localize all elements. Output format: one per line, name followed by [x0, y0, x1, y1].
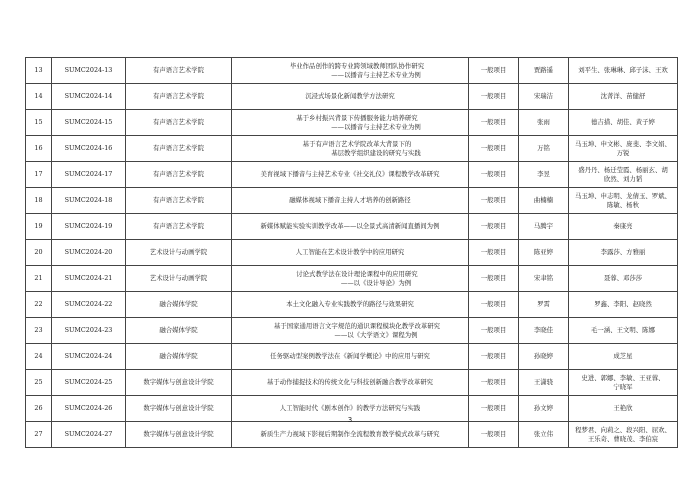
- project-type-cell: 一般项目: [469, 422, 519, 448]
- leader-cell: 马腾宇: [519, 214, 569, 240]
- row-number-cell: 15: [26, 110, 52, 136]
- leader-cell: 李昱: [519, 162, 569, 188]
- row-number-cell: 13: [26, 58, 52, 84]
- page-number: 3: [347, 416, 353, 424]
- college-cell: 有声语言艺术学院: [126, 162, 232, 188]
- project-code-cell: SUMC2024-13: [52, 58, 126, 84]
- table-row: [26, 240, 678, 266]
- leader-cell: 万铭: [519, 136, 569, 162]
- table-row: [26, 318, 678, 344]
- project-title-cell: 任务驱动型案例教学法在《新闻学概论》中的应用与研究: [232, 344, 469, 370]
- college-cell: 有声语言艺术学院: [126, 188, 232, 214]
- row-number-cell: 17: [26, 162, 52, 188]
- leader-cell: 曲楠楠: [519, 188, 569, 214]
- project-code-cell: SUMC2024-27: [52, 422, 126, 448]
- project-type-cell: 一般项目: [469, 214, 519, 240]
- members-cell: 史进、郭娜、李敏、王亚蓉、 宁晓军: [569, 370, 678, 396]
- leader-cell: 罗霄: [519, 292, 569, 318]
- college-cell: 融合媒体学院: [126, 344, 232, 370]
- project-code-cell: SUMC2024-19: [52, 214, 126, 240]
- project-title-cell: 新质生产力视域下影视后期制作全流程教育教学模式改革与研究: [232, 422, 469, 448]
- members-cell: 成芝星: [569, 344, 678, 370]
- row-number-cell: 26: [26, 396, 52, 422]
- project-type-cell: 一般项目: [469, 292, 519, 318]
- leader-cell: 宋聿铭: [519, 266, 569, 292]
- table-row: [26, 110, 678, 136]
- members-cell: 王艳欣: [569, 396, 678, 422]
- table-row: [26, 58, 678, 84]
- project-type-cell: 一般项目: [469, 110, 519, 136]
- project-type-cell: 一般项目: [469, 84, 519, 110]
- project-table: [25, 57, 678, 448]
- project-code-cell: SUMC2024-17: [52, 162, 126, 188]
- leader-cell: 宋瑞洁: [519, 84, 569, 110]
- leader-cell: 张立伟: [519, 422, 569, 448]
- project-type-cell: 一般项目: [469, 240, 519, 266]
- project-type-cell: 一般项目: [469, 396, 519, 422]
- project-title-cell: 毕业作品创作的跨专业跨领域教师团队协作研究 ——以播音与主持艺术专业为例: [232, 58, 469, 84]
- project-code-cell: SUMC2024-21: [52, 266, 126, 292]
- project-type-cell: 一般项目: [469, 136, 519, 162]
- table-row: [26, 188, 678, 214]
- project-type-cell: 一般项目: [469, 188, 519, 214]
- project-title-cell: 本土文化融入专业实践教学的路径与效果研究: [232, 292, 469, 318]
- row-number-cell: 27: [26, 422, 52, 448]
- leader-cell: 贾路遥: [519, 58, 569, 84]
- members-cell: 马玉坤、申文彬、庞斐、李文娟、 万锐: [569, 136, 678, 162]
- project-code-cell: SUMC2024-23: [52, 318, 126, 344]
- table-row: [26, 136, 678, 162]
- members-cell: 毛一涵、王文明、陈娜: [569, 318, 678, 344]
- table-row: [26, 292, 678, 318]
- project-title-cell: 人工智能在艺术设计教学中的应用研究: [232, 240, 469, 266]
- project-code-cell: SUMC2024-22: [52, 292, 126, 318]
- row-number-cell: 18: [26, 188, 52, 214]
- college-cell: 艺术设计与动画学院: [126, 240, 232, 266]
- table-row: [26, 84, 678, 110]
- college-cell: 有声语言艺术学院: [126, 110, 232, 136]
- project-title-cell: 讨论式教学法在设计理论课程中的应用研究 ——以《设计导论》为例: [232, 266, 469, 292]
- table-row: [26, 422, 678, 448]
- table-row: [26, 370, 678, 396]
- members-cell: 聂蓉、邓莎莎: [569, 266, 678, 292]
- members-cell: 沈菁洋、苗健舒: [569, 84, 678, 110]
- project-title-cell: 基于国家通用语言文字规范的通识课程模块化教学改革研究 ——以《大学语文》课程为例: [232, 318, 469, 344]
- project-title-cell: 新媒体赋能实验实训教学改革——以全景式高清新闻直播间为例: [232, 214, 469, 240]
- leader-cell: 孙文婷: [519, 396, 569, 422]
- row-number-cell: 19: [26, 214, 52, 240]
- row-number-cell: 16: [26, 136, 52, 162]
- table-row: [26, 344, 678, 370]
- project-code-cell: SUMC2024-18: [52, 188, 126, 214]
- leader-cell: 李晓佳: [519, 318, 569, 344]
- project-title-cell: 基于有声语言艺术学院改革大背景下的 基层教学组织建设的研究与实践: [232, 136, 469, 162]
- project-type-cell: 一般项目: [469, 318, 519, 344]
- members-cell: 德吉措、胡佳、黄子婷: [569, 110, 678, 136]
- project-type-cell: 一般项目: [469, 344, 519, 370]
- college-cell: 有声语言艺术学院: [126, 58, 232, 84]
- project-title-cell: 美育视域下播音与主持艺术专业《社交礼仪》课程教学改革研究: [232, 162, 469, 188]
- row-number-cell: 23: [26, 318, 52, 344]
- row-number-cell: 14: [26, 84, 52, 110]
- table-row: [26, 162, 678, 188]
- college-cell: 融合媒体学院: [126, 292, 232, 318]
- row-number-cell: 20: [26, 240, 52, 266]
- college-cell: 有声语言艺术学院: [126, 84, 232, 110]
- table-row: [26, 266, 678, 292]
- college-cell: 数字媒体与创意设计学院: [126, 370, 232, 396]
- project-type-cell: 一般项目: [469, 266, 519, 292]
- college-cell: 数字媒体与创意设计学院: [126, 396, 232, 422]
- project-title-cell: 人工智能时代《剧本创作》的教学方法研究与实践: [232, 396, 469, 422]
- members-cell: 马玉坤、申志明、龙倩玉、罗斌、 陈敏、杨秋: [569, 188, 678, 214]
- leader-cell: 张雨: [519, 110, 569, 136]
- project-title-cell: 融媒体视域下播音主持人才培养的创新路径: [232, 188, 469, 214]
- project-code-cell: SUMC2024-26: [52, 396, 126, 422]
- project-type-cell: 一般项目: [469, 370, 519, 396]
- project-title-cell: 基于动作捕捉技术的传统文化与科技创新融合教学改革研究: [232, 370, 469, 396]
- project-code-cell: SUMC2024-24: [52, 344, 126, 370]
- leader-cell: 陈亚婷: [519, 240, 569, 266]
- project-type-cell: 一般项目: [469, 58, 519, 84]
- members-cell: 罗鑫、李阳、赵晓然: [569, 292, 678, 318]
- project-title-cell: 沉浸式场景化新闻教学方法研究: [232, 84, 469, 110]
- project-code-cell: SUMC2024-16: [52, 136, 126, 162]
- members-cell: 盛丹丹、杨迁莹霞、杨丽玄、胡 欣然、刘力韬: [569, 162, 678, 188]
- college-cell: 有声语言艺术学院: [126, 214, 232, 240]
- leader-cell: 孙晓婷: [519, 344, 569, 370]
- leader-cell: 王潇骁: [519, 370, 569, 396]
- project-code-cell: SUMC2024-25: [52, 370, 126, 396]
- college-cell: 融合媒体学院: [126, 318, 232, 344]
- project-code-cell: SUMC2024-15: [52, 110, 126, 136]
- project-type-cell: 一般项目: [469, 162, 519, 188]
- project-title-cell: 基于乡村振兴背景下传播服务能力培养研究 ——以播音与主持艺术专业为例: [232, 110, 469, 136]
- college-cell: 有声语言艺术学院: [126, 136, 232, 162]
- members-cell: 李露莎、方雅丽: [569, 240, 678, 266]
- row-number-cell: 22: [26, 292, 52, 318]
- members-cell: 程梦君、向莉之、段兴阳、屈欢、 王乐奇、曹晓茂、李伯宸: [569, 422, 678, 448]
- row-number-cell: 24: [26, 344, 52, 370]
- project-code-cell: SUMC2024-20: [52, 240, 126, 266]
- college-cell: 艺术设计与动画学院: [126, 266, 232, 292]
- row-number-cell: 21: [26, 266, 52, 292]
- members-cell: 刘平生、张琳琳、邱子沫、王欢: [569, 58, 678, 84]
- college-cell: 数字媒体与创意设计学院: [126, 422, 232, 448]
- members-cell: 秦康亮: [569, 214, 678, 240]
- project-code-cell: SUMC2024-14: [52, 84, 126, 110]
- table-row: [26, 214, 678, 240]
- row-number-cell: 25: [26, 370, 52, 396]
